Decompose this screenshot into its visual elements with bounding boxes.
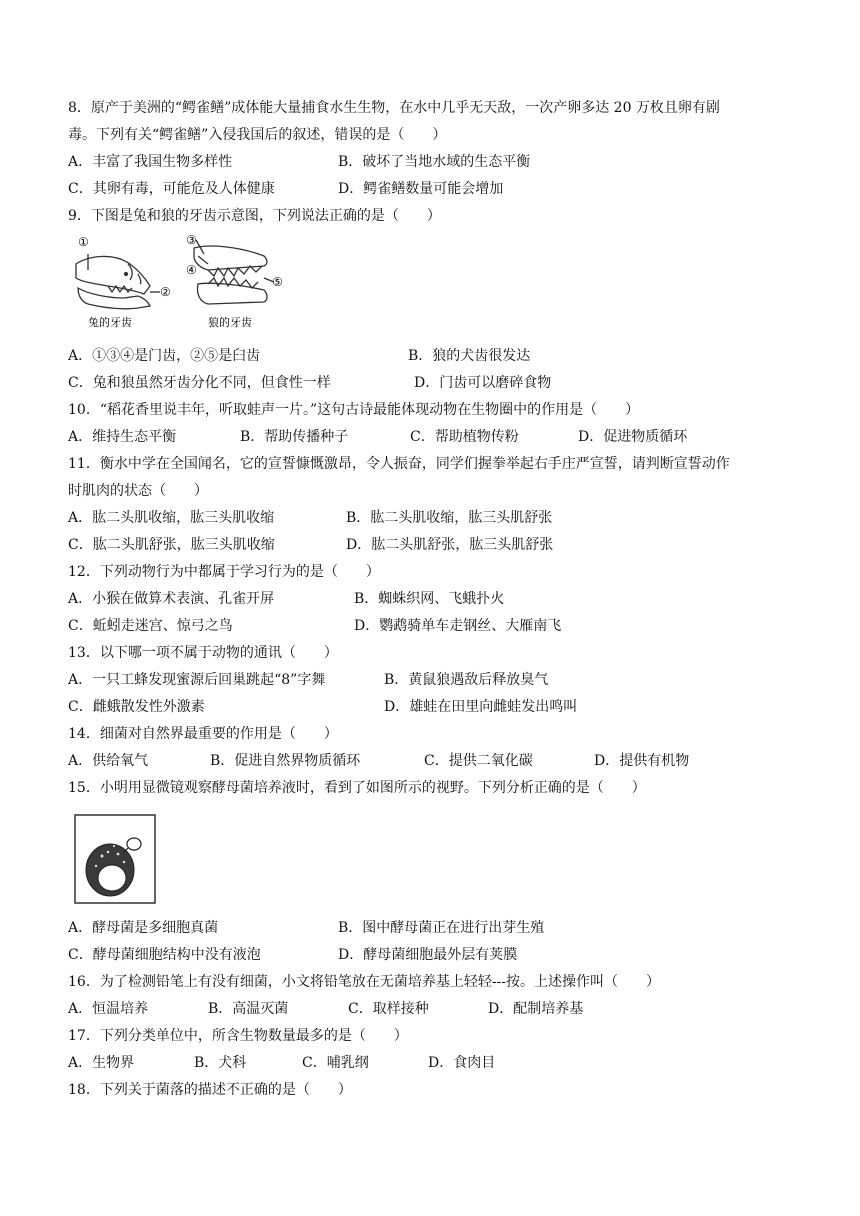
q12-option-b: B．蜘蛛织网、飞蛾扑火	[354, 591, 505, 607]
q15-option-d: D．酵母菌细胞最外层有荚膜	[338, 947, 518, 963]
q10-stem: 10．“稻花香里说丰年，听取蛙声一片。”这句古诗最能体现动物在生物圈中的作用是（ ）	[68, 402, 640, 418]
q15-stem: 15．小明用显微镜观察酵母菌培养液时，看到了如图所示的视野。下列分析正确的是（ ）	[68, 780, 646, 796]
q13-option-b: B．黄鼠狼遇敌后释放臭气	[384, 672, 549, 688]
q8-option-b: B．破坏了当地水域的生态平衡	[338, 154, 531, 170]
q12-option-a: A．小猴在做算术表演、孔雀开屏	[68, 591, 275, 607]
q17-option-b: B．犬科	[194, 1055, 247, 1071]
q10-option-c: C．帮助植物传粉	[410, 429, 519, 445]
label-3: ③	[186, 234, 197, 247]
q16-option-c: C．取样接种	[348, 1001, 429, 1017]
rabbit-teeth-figure	[76, 254, 160, 309]
q8-stem-line2: 毒。下列有关“鳄雀鳝”入侵我国后的叙述，错误的是（ ）	[68, 127, 447, 143]
label-4: ④	[186, 263, 197, 277]
q16-stem: 16．为了检测铅笔上有没有细菌，小文将铅笔放在无菌培养基上轻轻---按。上述操作叫（ ）	[68, 974, 661, 990]
q18-stem: 18．下列关于菌落的描述不正确的是（ ）	[68, 1082, 352, 1098]
q8-option-d: D．鳄雀鳝数量可能会增加	[338, 181, 504, 197]
q15-option-b: B．图中酵母菌正在进行出芽生殖	[338, 920, 545, 936]
q9-option-b: B．狼的犬齿很发达	[408, 348, 531, 364]
wolf-teeth-figure	[194, 240, 274, 304]
label-5: ⑤	[272, 275, 283, 289]
q17-stem: 17．下列分类单位中，所含生物数量最多的是（ ）	[68, 1028, 408, 1044]
q15-option-a: A．酵母菌是多细胞真菌	[68, 920, 219, 936]
q14-option-a: A．供给氧气	[68, 753, 149, 769]
q14-option-b: B．促进自然界物质循环	[210, 753, 361, 769]
q14-option-c: C．提供二氧化碳	[424, 753, 533, 769]
q13-option-d: D．雄蛙在田里向雌蛙发出鸣叫	[384, 699, 578, 715]
rabbit-caption: 兔的牙齿	[88, 316, 132, 329]
q17-option-c: C．哺乳纲	[302, 1055, 369, 1071]
q8-option-a: A．丰富了我国生物多样性	[68, 154, 233, 170]
q13-stem: 13．以下哪一项不属于动物的通讯（ ）	[68, 645, 338, 661]
yeast-micrograph	[74, 814, 156, 904]
q15-option-c: C．酵母菌细胞结构中没有液泡	[68, 947, 261, 963]
q9-stem: 9．下图是兔和狼的牙齿示意图，下列说法正确的是（ ）	[68, 208, 441, 224]
q10-option-b: B．帮助传播种子	[240, 429, 349, 445]
q11-option-b: B．肱二头肌收缩，肱三头肌舒张	[346, 510, 553, 526]
wolf-caption: 狼的牙齿	[208, 316, 252, 329]
q11-option-d: D．肱二头肌舒张，肱三头肌舒张	[346, 537, 554, 553]
q9-option-d: D．门齿可以磨碎食物	[414, 375, 552, 391]
q8-option-c: C．其卵有毒，可能危及人体健康	[68, 181, 275, 197]
q14-option-d: D．提供有机物	[594, 753, 690, 769]
q9-option-a: A．①③④是门齿，②⑤是臼齿	[68, 348, 261, 364]
q10-option-a: A．维持生态平衡	[68, 429, 177, 445]
q17-option-a: A．生物界	[68, 1055, 135, 1071]
q12-option-d: D．鹦鹉骑单车走钢丝、大雁南飞	[354, 618, 562, 634]
q11-stem-line2: 时肌肉的状态（ ）	[68, 483, 208, 499]
q12-option-c: C．蚯蚓走迷宫、惊弓之鸟	[68, 618, 233, 634]
label-2: ②	[160, 285, 171, 299]
q11-option-c: C．肱二头肌舒张，肱三头肌收缩	[68, 537, 275, 553]
q10-option-d: D．促进物质循环	[578, 429, 688, 445]
label-1: ①	[78, 235, 89, 249]
q9-option-c: C．兔和狼虽然牙齿分化不同，但食性一样	[68, 375, 331, 391]
teeth-diagram	[68, 234, 288, 332]
q13-option-a: A．一只工蜂发现蜜源后回巢跳起“8”字舞	[68, 672, 326, 688]
q17-option-d: D．食肉目	[428, 1055, 496, 1071]
q14-stem: 14．细菌对自然界最重要的作用是（ ）	[68, 726, 338, 742]
q11-stem-line1: 11．衡水中学在全国闻名，它的宣誓慷慨激昂，令人振奋，同学们握拳举起右手庄严宣誓，请判断宣誓动作	[68, 456, 730, 472]
q16-option-a: A．恒温培养	[68, 1001, 149, 1017]
q11-option-a: A．肱二头肌收缩，肱三头肌收缩	[68, 510, 275, 526]
q16-option-b: B．高温灭菌	[208, 1001, 289, 1017]
q16-option-d: D．配制培养基	[488, 1001, 584, 1017]
q13-option-c: C．雌蛾散发性外激素	[68, 699, 205, 715]
q8-stem-line1: 8．原产于美洲的“鳄雀鳝”成体能大量捕食水生生物，在水中几乎无天敌，一次产卵多达 20 万枚且卵有剧	[68, 100, 720, 116]
q12-stem: 12．下列动物行为中都属于学习行为的是（ ）	[68, 564, 380, 580]
